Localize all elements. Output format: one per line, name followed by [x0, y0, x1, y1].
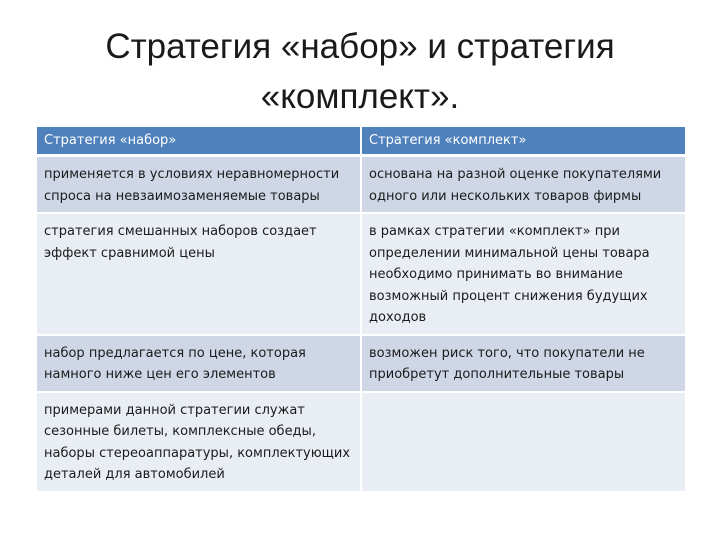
slide-title-line-1: Стратегия «набор» и стратегия	[105, 27, 615, 66]
table-row	[37, 392, 685, 492]
column-header-komplekt: Стратегия «комплект»	[361, 127, 685, 156]
table-cell: примерами данной стратегии служат сезонные билеты, комплексные обеды, наборы стереоаппаратуры, комплектующих деталей для автомобилей	[37, 392, 361, 492]
column-header-nabor: Стратегия «набор»	[37, 127, 361, 156]
table-cell: применяется в условиях неравномерности спроса на невзаимозаменяемые товары	[37, 156, 361, 214]
slide-title-line-2: «комплект».	[260, 77, 460, 116]
table-cell: набор предлагается по цене, которая намного ниже цен его элементов	[37, 335, 361, 392]
table-row	[37, 156, 685, 214]
table-cell: возможен риск того, что покупатели не приобретут дополнительные товары	[361, 335, 685, 392]
table-header-row	[37, 127, 685, 156]
comparison-table	[37, 127, 685, 493]
table-cell: основана на разной оценке покупателями одного или нескольких товаров фирмы	[361, 156, 685, 214]
table-cell	[361, 392, 685, 492]
table-row	[37, 335, 685, 392]
slide-title	[60, 22, 660, 122]
table-cell: в рамках стратегии «комплект» при определении минимальной цены товара необходимо принимать во внимание возможный процент снижения будущих доходов	[361, 213, 685, 335]
table-cell: стратегия смешанных наборов создает эффект сравнимой цены	[37, 213, 361, 335]
table-row	[37, 213, 685, 335]
